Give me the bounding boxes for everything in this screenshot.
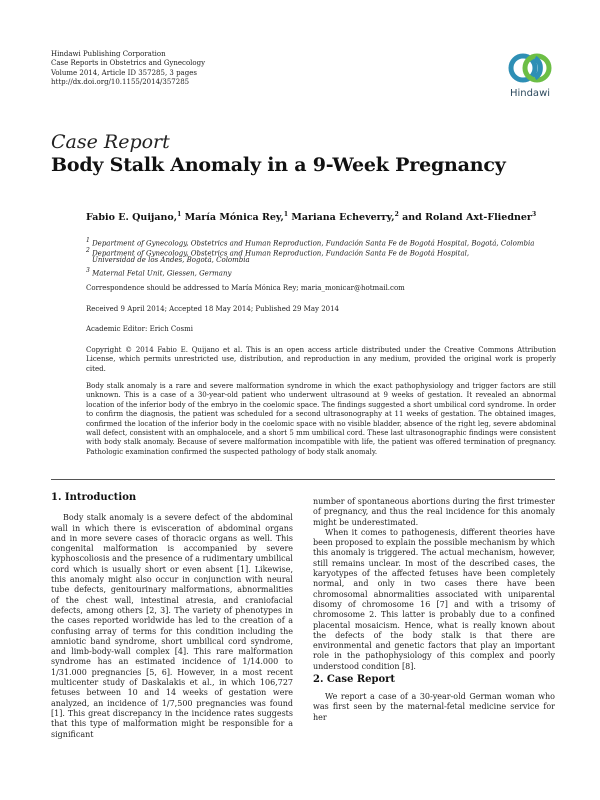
body-paragraph: number of spontaneous abortions during the first trimester of pregnancy, and thus the real incidence for this anomaly might be underestimated.	[313, 497, 555, 527]
author-name: Mariana Echeverry,	[291, 212, 395, 224]
correspondence-line: Correspondence should be addressed to María Mónica Rey; maria_monicar@hotmail.com	[86, 284, 405, 292]
author-affiliation-mark: 1	[177, 211, 182, 218]
affiliation-number: 2	[86, 247, 90, 254]
academic-editor: Academic Editor: Erich Cosmi	[86, 325, 193, 333]
introduction-paragraph: Body stalk anomaly is a severe defect of the abdominal wall in which there is evisceration of abdominal organs and in more severe cases of thoracic organs as well. This congenital malformation is accompanied by severe kyphoscoliosis and the presence of a rudimentary umbilical cord which is usually short or even absent [1]. Likewise, this anomaly might also occur in conjunction with neural tube defects, genitourinary malformations, abnormalities of the chest wall, intestinal atresia, and craniofacial defects, among others [2, 3]. The variety of phenotypes in the cases reported worldwide has led to the creation of a confusing array of terms for this condition including the amniotic band syndrome, short umbilical cord syndrome, and limb-body-wall complex [4]. This rare malformation syndrome has an estimated incidence of 1/14.000 to 1/31.000 pregnancies [5, 6]. However, in a most recent multicenter study of Daskalakis et al., in which 106,727 fetuses between 10 and 14 weeks of gestation were analyzed, an incidence of 1/7,500 pregnancies was found [1]. This great discrepancy in the incidence rates suggests that this type of malformation might be responsible for a significant	[51, 513, 293, 739]
affiliation-text: Department of Gynecology, Obstetrics and Human Reproduction, Fundación Santa Fe de Bogotá Hospital,	[92, 249, 470, 258]
abstract: Body stalk anomaly is a rare and severe malformation syndrome in which the exact pathophysiology and trigger factors are still unknown. This is a case of a 30-year-old patient who underwent ultrasound at 9 weeks of gestation. It revealed an abnormal location of the inferior body of the embryo in the coelomic space. The findings suggested a short umbilical cord syndrome. In order to confirm the diagnosis, the patient was scheduled for a second ultrasonography at 11 weeks of gestation. The obtained images, confirmed the location of the inferior body in the coelomic space with no visible bladder, absence of the right leg, severe abdominal wall defect, consistent with an omphalocele, and a short 5 mm umbilical cord. These last ultrasonographic findings were consistent with body stalk anomaly. Because of severe malformation incompatible with life, the patient was offered termination of pregnancy. Pathologic examination confirmed the suspected pathology of body stalk anomaly.	[86, 382, 556, 456]
copyright-notice: Copyright © 2014 Fabio E. Quijano et al. This is an open access article distributed under the Creative Commons Attribution License, which permits unrestricted use, distribution, and reproduction in any medium, provided the original work is properly cited.	[86, 346, 556, 373]
affiliation-number: 3	[86, 267, 90, 274]
hindawi-logo-icon	[505, 50, 555, 88]
logo-wordmark: Hindawi	[509, 88, 551, 99]
author-name: Fabio E. Quijano,	[86, 212, 178, 224]
journal-header	[51, 50, 205, 87]
author-name: and Roland Axt-Fliedner	[402, 212, 532, 224]
hindawi-logo	[505, 50, 555, 104]
affiliation-text: Maternal Fetal Unit, Giessen, Germany	[92, 269, 232, 278]
left-column	[51, 493, 293, 740]
affiliation-continued	[92, 256, 250, 265]
case-report-heading: 2. Case Report	[313, 674, 396, 685]
introduction-heading: 1. Introduction	[51, 492, 137, 503]
affiliation-text: Department of Gynecology, Obstetrics and Human Reproduction, Fundación Santa Fe de Bogotá Hospital, Bogotá, Colombia	[92, 239, 535, 248]
case-report-text	[313, 692, 555, 723]
affiliation	[86, 266, 231, 278]
volume-info: Volume 2014, Article ID 357285, 3 pages	[51, 68, 197, 77]
author-affiliation-mark: 2	[394, 211, 399, 218]
section-divider	[51, 479, 555, 480]
author-name: María Mónica Rey,	[184, 212, 284, 224]
affiliation-text: Universidad de los Andes, Bogotá, Colombia	[92, 256, 250, 264]
author-list	[86, 211, 536, 223]
journal-name: Case Reports in Obstetrics and Gynecology	[51, 59, 206, 68]
doi-link[interactable]: http://dx.doi.org/10.1155/2014/357285	[51, 77, 190, 86]
article-type: Case Report	[51, 131, 170, 153]
right-column	[313, 497, 555, 672]
author-affiliation-mark: 1	[283, 211, 288, 218]
case-report-paragraph: We report a case of a 30-year-old German woman who was first seen by the maternal-fetal medicine service for her	[313, 692, 555, 722]
author-affiliation-mark: 3	[531, 211, 537, 218]
body-paragraph: When it comes to pathogenesis, different theories have been proposed to explain the possible mechanism by which this anomaly is triggered. The actual mechanism, however, still remains unclear. In most of the described cases, the karyotypes of the affected fetuses have been completely normal, and only in two cases there have been chromosomal abnormalities associated with uniparental disomy of chromosome 16 [7] and with a trisomy of chromosome 2. This latter is probably due to a confined placental mosaicism. Hence, what is really known about the defects of the body stalk is that there are environmental and genetic factors that play an important role in the pathophysiology of this complex and poorly understood condition [8].	[313, 527, 555, 671]
article-title: Body Stalk Anomaly in a 9-Week Pregnancy	[51, 154, 506, 176]
publication-dates: Received 9 April 2014; Accepted 18 May 2014; Published 29 May 2014	[86, 305, 340, 313]
affiliation-number: 1	[86, 237, 90, 244]
publisher-name: Hindawi Publishing Corporation	[51, 50, 166, 58]
